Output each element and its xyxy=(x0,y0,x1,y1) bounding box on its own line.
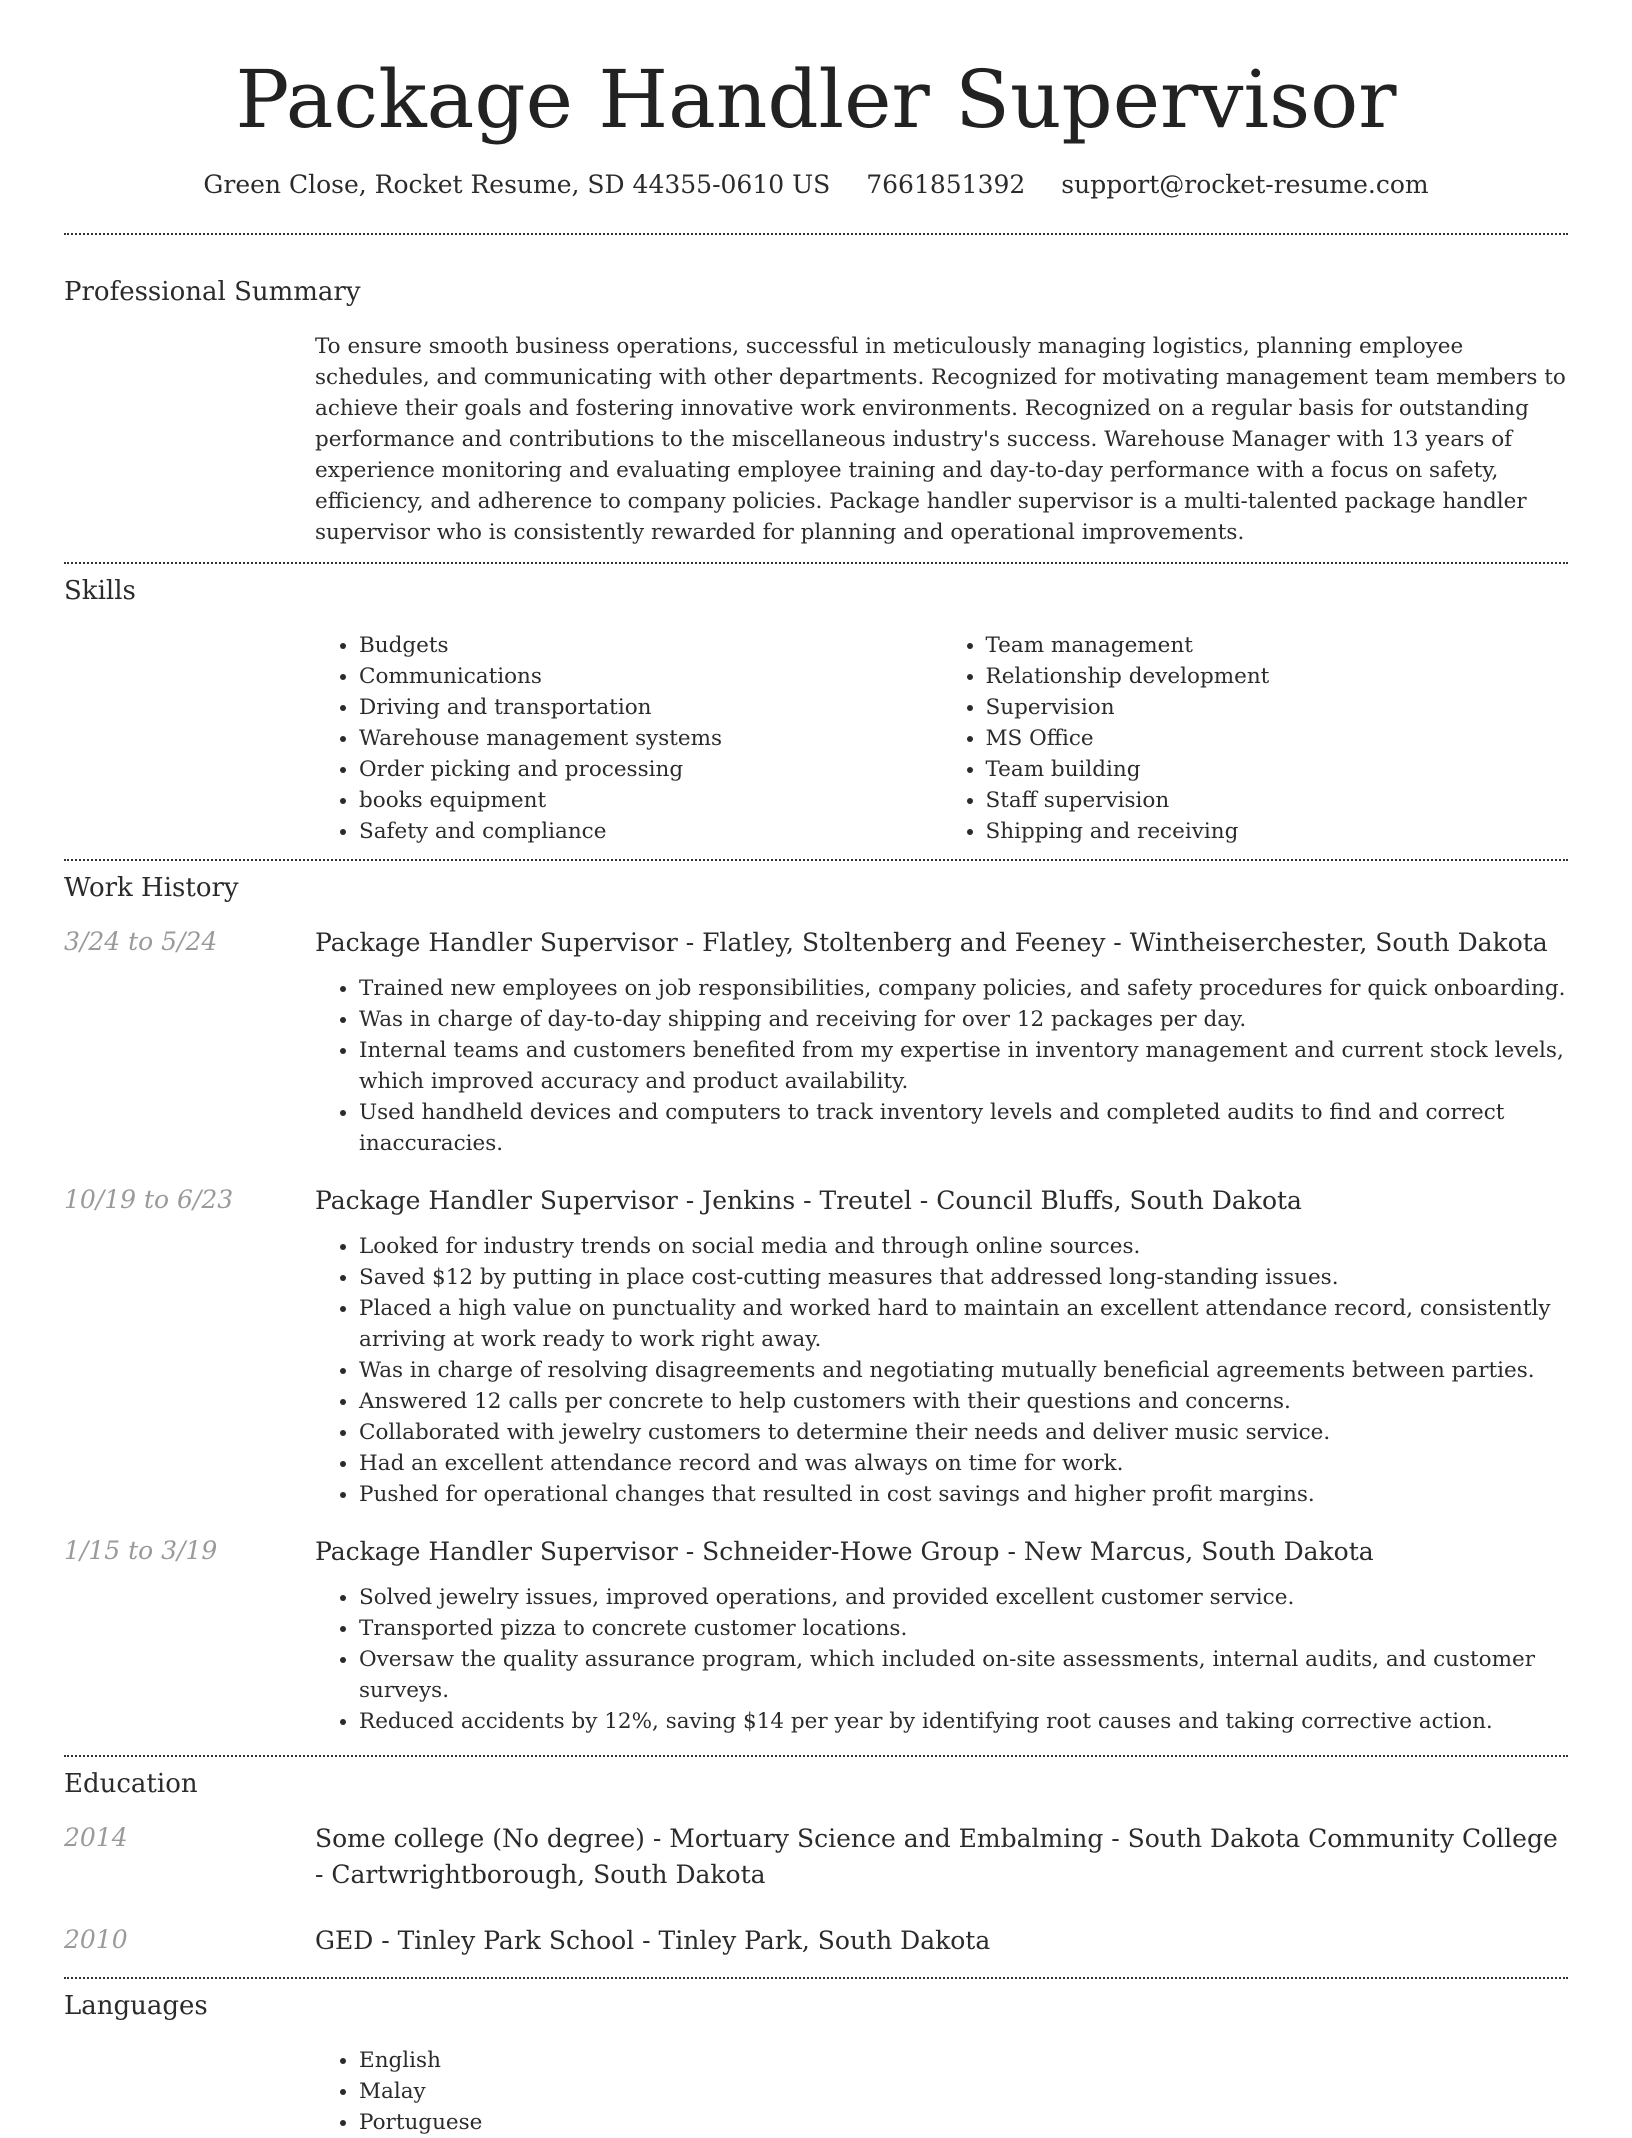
education-body xyxy=(315,1923,1568,1959)
job-bullet: • Trained new employees on job responsibilities, company policies, and safety procedures for quick onboarding. xyxy=(359,973,1568,1004)
email: support@rocket-resume.com xyxy=(1061,170,1429,199)
candidate-name: Package Handler Supervisor xyxy=(235,53,1397,146)
resume-page xyxy=(64,0,1568,2138)
job-entry xyxy=(64,1534,1568,1737)
education-entry xyxy=(64,1923,1568,1959)
skill-item: • Budgets xyxy=(359,630,942,661)
skill-item: • Order picking and processing xyxy=(359,754,942,785)
summary-text: To ensure smooth business operations, successful in meticulously managing logistics, planning employee schedules, and communicating with other departments. Recognized for motivating management team members to achieve their goals and fostering innovative work environments. Recognized on a regular basis for outstanding performance and contributions to the miscellaneous industry's success. Warehouse Manager with 13 years of experience monitoring and evaluating employee training and day-to-day performance with a focus on safety, efficiency, and adherence to company policies. Package handler supervisor is a multi-talented package handler supervisor who is consistently rewarded for planning and operational improvements. xyxy=(315,334,1566,545)
phone: 7661851392 xyxy=(866,170,1026,199)
skill-item: • Staff supervision xyxy=(986,785,1569,816)
skill-item: • Team management xyxy=(986,630,1569,661)
contact-line xyxy=(64,170,1568,199)
summary-title: Professional Summary xyxy=(64,277,361,307)
job-bullet: • Was in charge of day-to-day shipping and receiving for over 12 packages per day. xyxy=(359,1004,1568,1035)
skill-item: • Communications xyxy=(359,661,942,692)
job-bullets xyxy=(315,1231,1568,1510)
skill-item: • Relationship development xyxy=(986,661,1569,692)
job-bullet: • Was in charge of resolving disagreements and negotiating mutually beneficial agreements between parties. xyxy=(359,1355,1568,1386)
education-date: 2014 xyxy=(64,1823,128,1852)
job-bullet: • Reduced accidents by 12%, saving $14 per year by identifying root causes and taking corrective action. xyxy=(359,1706,1568,1737)
skill-item: • books equipment xyxy=(359,785,942,816)
education-date: 2010 xyxy=(64,1925,128,1954)
education-entry xyxy=(64,1821,1568,1893)
job-body xyxy=(315,1183,1568,1510)
job-bullets xyxy=(315,1582,1568,1737)
divider xyxy=(64,859,1568,861)
language-item: • Malay xyxy=(359,2076,1568,2107)
divider xyxy=(64,233,1568,235)
languages-ul xyxy=(315,2045,1568,2138)
job-entry xyxy=(64,925,1568,1159)
skill-item: • Safety and compliance xyxy=(359,816,942,847)
job-bullet: • Saved $12 by putting in place cost-cutting measures that addressed long-standing issues. xyxy=(359,1262,1568,1293)
language-item: • English xyxy=(359,2045,1568,2076)
education-body xyxy=(315,1821,1568,1893)
job-bullet: • Answered 12 calls per concrete to help customers with their questions and concerns. xyxy=(359,1386,1568,1417)
job-bullet: • Internal teams and customers benefited from my expertise in inventory management and current stock levels, which improved accuracy and product availability. xyxy=(359,1035,1568,1097)
skills-right-column xyxy=(942,630,1569,847)
job-title: Package Handler Supervisor - Flatley, Stoltenberg and Feeney - Wintheiserchester, South Dakota xyxy=(315,928,1548,957)
job-bullet: • Used handheld devices and computers to track inventory levels and completed audits to find and correct inaccuracies. xyxy=(359,1097,1568,1159)
education-text: Some college (No degree) - Mortuary Science and Embalming - South Dakota Community College - Cartwrightborough, South Dakota xyxy=(315,1824,1558,1889)
job-bullet: • Pushed for operational changes that resulted in cost savings and higher profit margins. xyxy=(359,1479,1568,1510)
languages-list xyxy=(315,2045,1568,2138)
job-date: 3/24 to 5/24 xyxy=(64,927,218,956)
job-date: 1/15 to 3/19 xyxy=(64,1536,218,1565)
job-bullet: • Looked for industry trends on social media and through online sources. xyxy=(359,1231,1568,1262)
job-bullets xyxy=(315,973,1568,1159)
education-title: Education xyxy=(64,1769,198,1799)
skills-left-column xyxy=(315,630,942,847)
skill-item: • Warehouse management systems xyxy=(359,723,942,754)
job-bullet: • Solved jewelry issues, improved operations, and provided excellent customer service. xyxy=(359,1582,1568,1613)
divider xyxy=(64,1755,1568,1757)
job-body xyxy=(315,1534,1568,1737)
skill-item: • Shipping and receiving xyxy=(986,816,1569,847)
job-bullet: • Collaborated with jewelry customers to determine their needs and deliver music service. xyxy=(359,1417,1568,1448)
skills-title: Skills xyxy=(64,576,136,606)
job-body xyxy=(315,925,1568,1159)
job-title: Package Handler Supervisor - Jenkins - Treutel - Council Bluffs, South Dakota xyxy=(315,1186,1302,1215)
skill-item: • Supervision xyxy=(986,692,1569,723)
skill-item: • Driving and transportation xyxy=(359,692,942,723)
skills-list xyxy=(315,630,1568,847)
education-text: GED - Tinley Park School - Tinley Park, South Dakota xyxy=(315,1926,991,1955)
address: Green Close, Rocket Resume, SD 44355-0610 US xyxy=(203,170,831,199)
job-title: Package Handler Supervisor - Schneider-Howe Group - New Marcus, South Dakota xyxy=(315,1537,1374,1566)
job-entry xyxy=(64,1183,1568,1510)
job-bullet: • Had an excellent attendance record and was always on time for work. xyxy=(359,1448,1568,1479)
job-date: 10/19 to 6/23 xyxy=(64,1185,234,1214)
skill-item: • Team building xyxy=(986,754,1569,785)
skill-item: • MS Office xyxy=(986,723,1569,754)
job-bullet: • Transported pizza to concrete customer locations. xyxy=(359,1613,1568,1644)
language-item: • Portuguese xyxy=(359,2107,1568,2138)
divider xyxy=(64,562,1568,564)
divider xyxy=(64,1977,1568,1979)
work-history-title: Work History xyxy=(64,873,239,903)
languages-title: Languages xyxy=(64,1991,208,2021)
job-bullet: • Oversaw the quality assurance program, which included on-site assessments, internal audits, and customer surveys. xyxy=(359,1644,1568,1706)
job-bullet: • Placed a high value on punctuality and worked hard to maintain an excellent attendance record, consistently arriving at work ready to work right away. xyxy=(359,1293,1568,1355)
